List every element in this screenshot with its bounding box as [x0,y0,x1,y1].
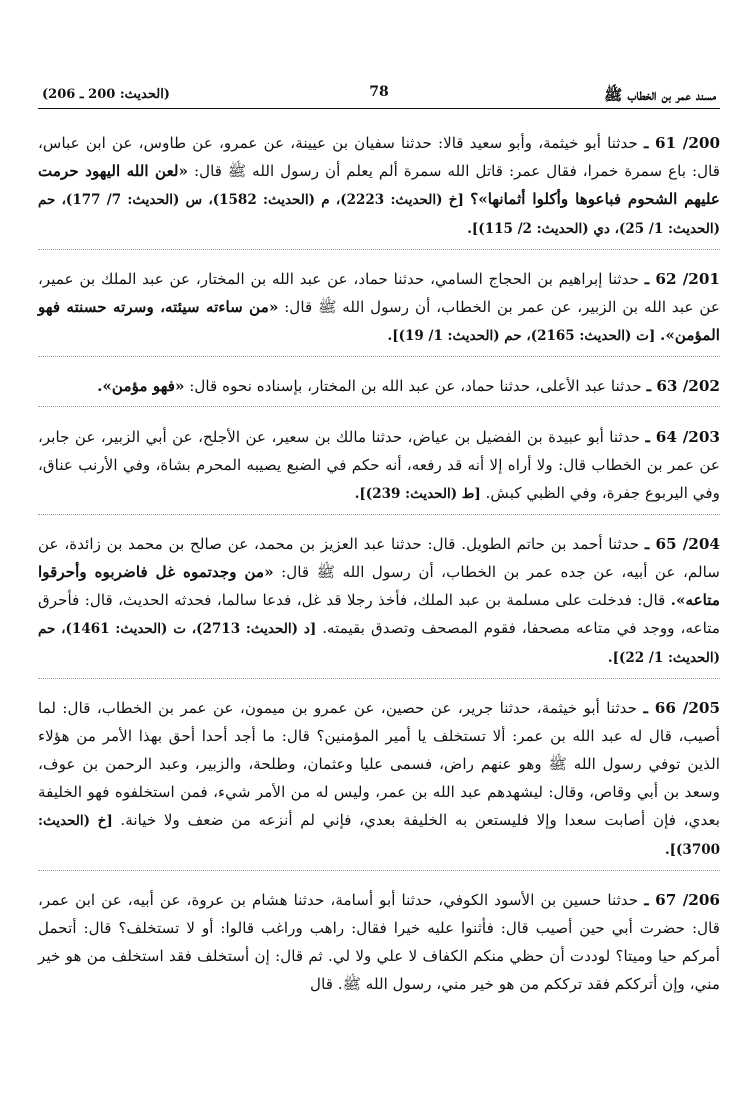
hadith-entry-200 [38,129,720,250]
hadith-text: حدثنا عبد الأعلى، حدثنا حماد، عن عبد الله بن المختار، بإسناده نحوه قال: [189,377,642,396]
page-header [38,82,720,109]
book-title: مسند عمر بن الخطاب ﷺ [604,86,716,104]
hadith-text: حدثنا حسين بن الأسود الكوفي، حدثنا أبو أسامة، حدثنا هشام بن عروة، عن أبيه، عن ابن عمر، قال: حضرت أبي حين أصيب قال: فأثنوا عليه خيرا فقال: راهب وراغب قالوا: أو لا تستخلف؟ قال: أتحمل أمركم حيا وميتا؟ لوددت أن حظي منكم الكفاف لا علي ولا لي. ثم قال: إن أستخلف فقد استخلف من هو خير مني، وإن أترككم فقد ترككم من هو خير مني، رسول الله ﷺ. قال [38,891,720,994]
hadith-number: 201/ 62 ـ [644,270,720,289]
hadith-range: (الحديث: 200 ـ 206) [42,87,170,102]
hadith-text: حدثنا أبو عبيدة بن الفضيل بن عياض، حدثنا مالك بن سعير، عن الأجلح، عن أبي الزبير، عن جابر، عن عمر بن الخطاب قال: ولا أراه إلا أنه قد رفعه، أنه حكم في الضبع يصيبه المحرم بشاة، وفي الأرنب عناق، وفي اليربوع جفرة، وفي الظبي كبش. [38,427,720,502]
hadith-text-continued: قال: فدخلت على مسلمة بن عبد الملك، فأخذ رجلا قد غل، فدعا سالما، فحدثه الحديث، قال: فأحرق متاعه، ووجد في متاعه مصحفا، فقوم المصحف وتصدق بقيمته. [38,590,720,637]
hadith-text: حدثنا أبو خيثمة، وأبو سعيد قالا: حدثنا سفيان بن عيينة، عن عمرو، عن طاوس، عن ابن عباس، قال: باع سمرة خمرا، فقال عمر: قاتل الله سمرة ألم يعلم أن رسول الله ﷺ قال: [38,134,720,180]
hadith-entry-201 [38,265,720,357]
hadith-number: 204/ 65 ـ [644,534,720,553]
hadith-entry-205 [38,694,720,871]
hadith-references: [خ (الحديث: 3700)]. [38,812,720,858]
hadith-text: حدثنا أحمد بن حاتم الطويل. قال: حدثنا عبد العزيز بن محمد، عن صالح بن محمد بن زائدة، عن سالم، عن أبيه، عن جده عمر بن الخطاب، أن رسول الله ﷺ قال: [38,534,720,581]
hadith-quote: «فهو مؤمن». [97,377,185,396]
hadith-quote: «من وجدتموه غل فاضربوه وأحرقوا متاعه». [38,562,721,609]
hadith-entry-202 [38,372,720,407]
hadith-text: حدثنا إبراهيم بن الحجاج السامي، حدثنا حماد، عن عبد الله بن المختار، عن عبد الملك بن عمير، عن عبد الله بن الزبير، عن عمر بن الخطاب، أن رسول الله ﷺ قال: [38,270,720,317]
hadith-references: [ت (الحديث: 2165)، حم (الحديث: 1/ 19)]. [387,328,656,345]
hadith-references: [د (الحديث: 2713)، ت (الحديث: 1461)، حم (الحديث: 1/ 22)]. [38,620,720,666]
hadith-references: [خ (الحديث: 2223)، م (الحديث: 1582)، س (الحديث: 7/ 177)، حم (الحديث: 1/ 25)، دي (الحديث: 2/ 115)]. [38,192,720,237]
hadith-entry-203 [38,423,720,515]
hadith-entry-206 [38,886,720,1004]
hadith-number: 205/ 66 ـ [643,698,721,717]
document-page [38,82,720,1013]
hadith-entry-204 [38,530,720,679]
hadith-quote: «من ساءته سيئته، وسرته حسنته فهو المؤمن». [38,298,720,345]
hadith-number: 202/ 63 ـ [646,377,720,396]
page-number: 78 [369,84,389,100]
hadith-number: 200/ 61 ـ [644,134,721,152]
page-body [38,129,720,1004]
hadith-quote: «لعن الله اليهود حرمت عليهم الشحوم فباعوها وأكلوا أثمانها»؟ [38,162,720,208]
hadith-number: 206/ 67 ـ [644,891,720,910]
hadith-text: حدثنا أبو خيثمة، حدثنا جرير، عن حصين، عن عمرو بن ميمون، عن عمر بن الخطاب، قال: لما أصيب، قال له عبد الله بن عمر: ألا تستخلف يا أمير المؤمنين؟ قال: ما أجد أحدا أحق بهذا الأمر من هؤلاء الذين توفي رسول الله ﷺ وهو عنهم راض، فسمى عليا وعثمان، وطلحة، والزبير، وعبد الرحمن بن عوف، وسعد بن أبي وقاص، وقال: ليشهدهم عبد الله بن عمر، وليس له من الأمر شيء، فمن استخلفوه فهو الخليفة بعدي، فإن أصابت سعدا وإلا فليستعن به الخليفة بعدي، فإني لم أنزعه من ضعف ولا خيانة. [38,698,721,829]
hadith-number: 203/ 64 ـ [645,427,720,446]
hadith-references: [ط (الحديث: 239)]. [354,485,481,502]
